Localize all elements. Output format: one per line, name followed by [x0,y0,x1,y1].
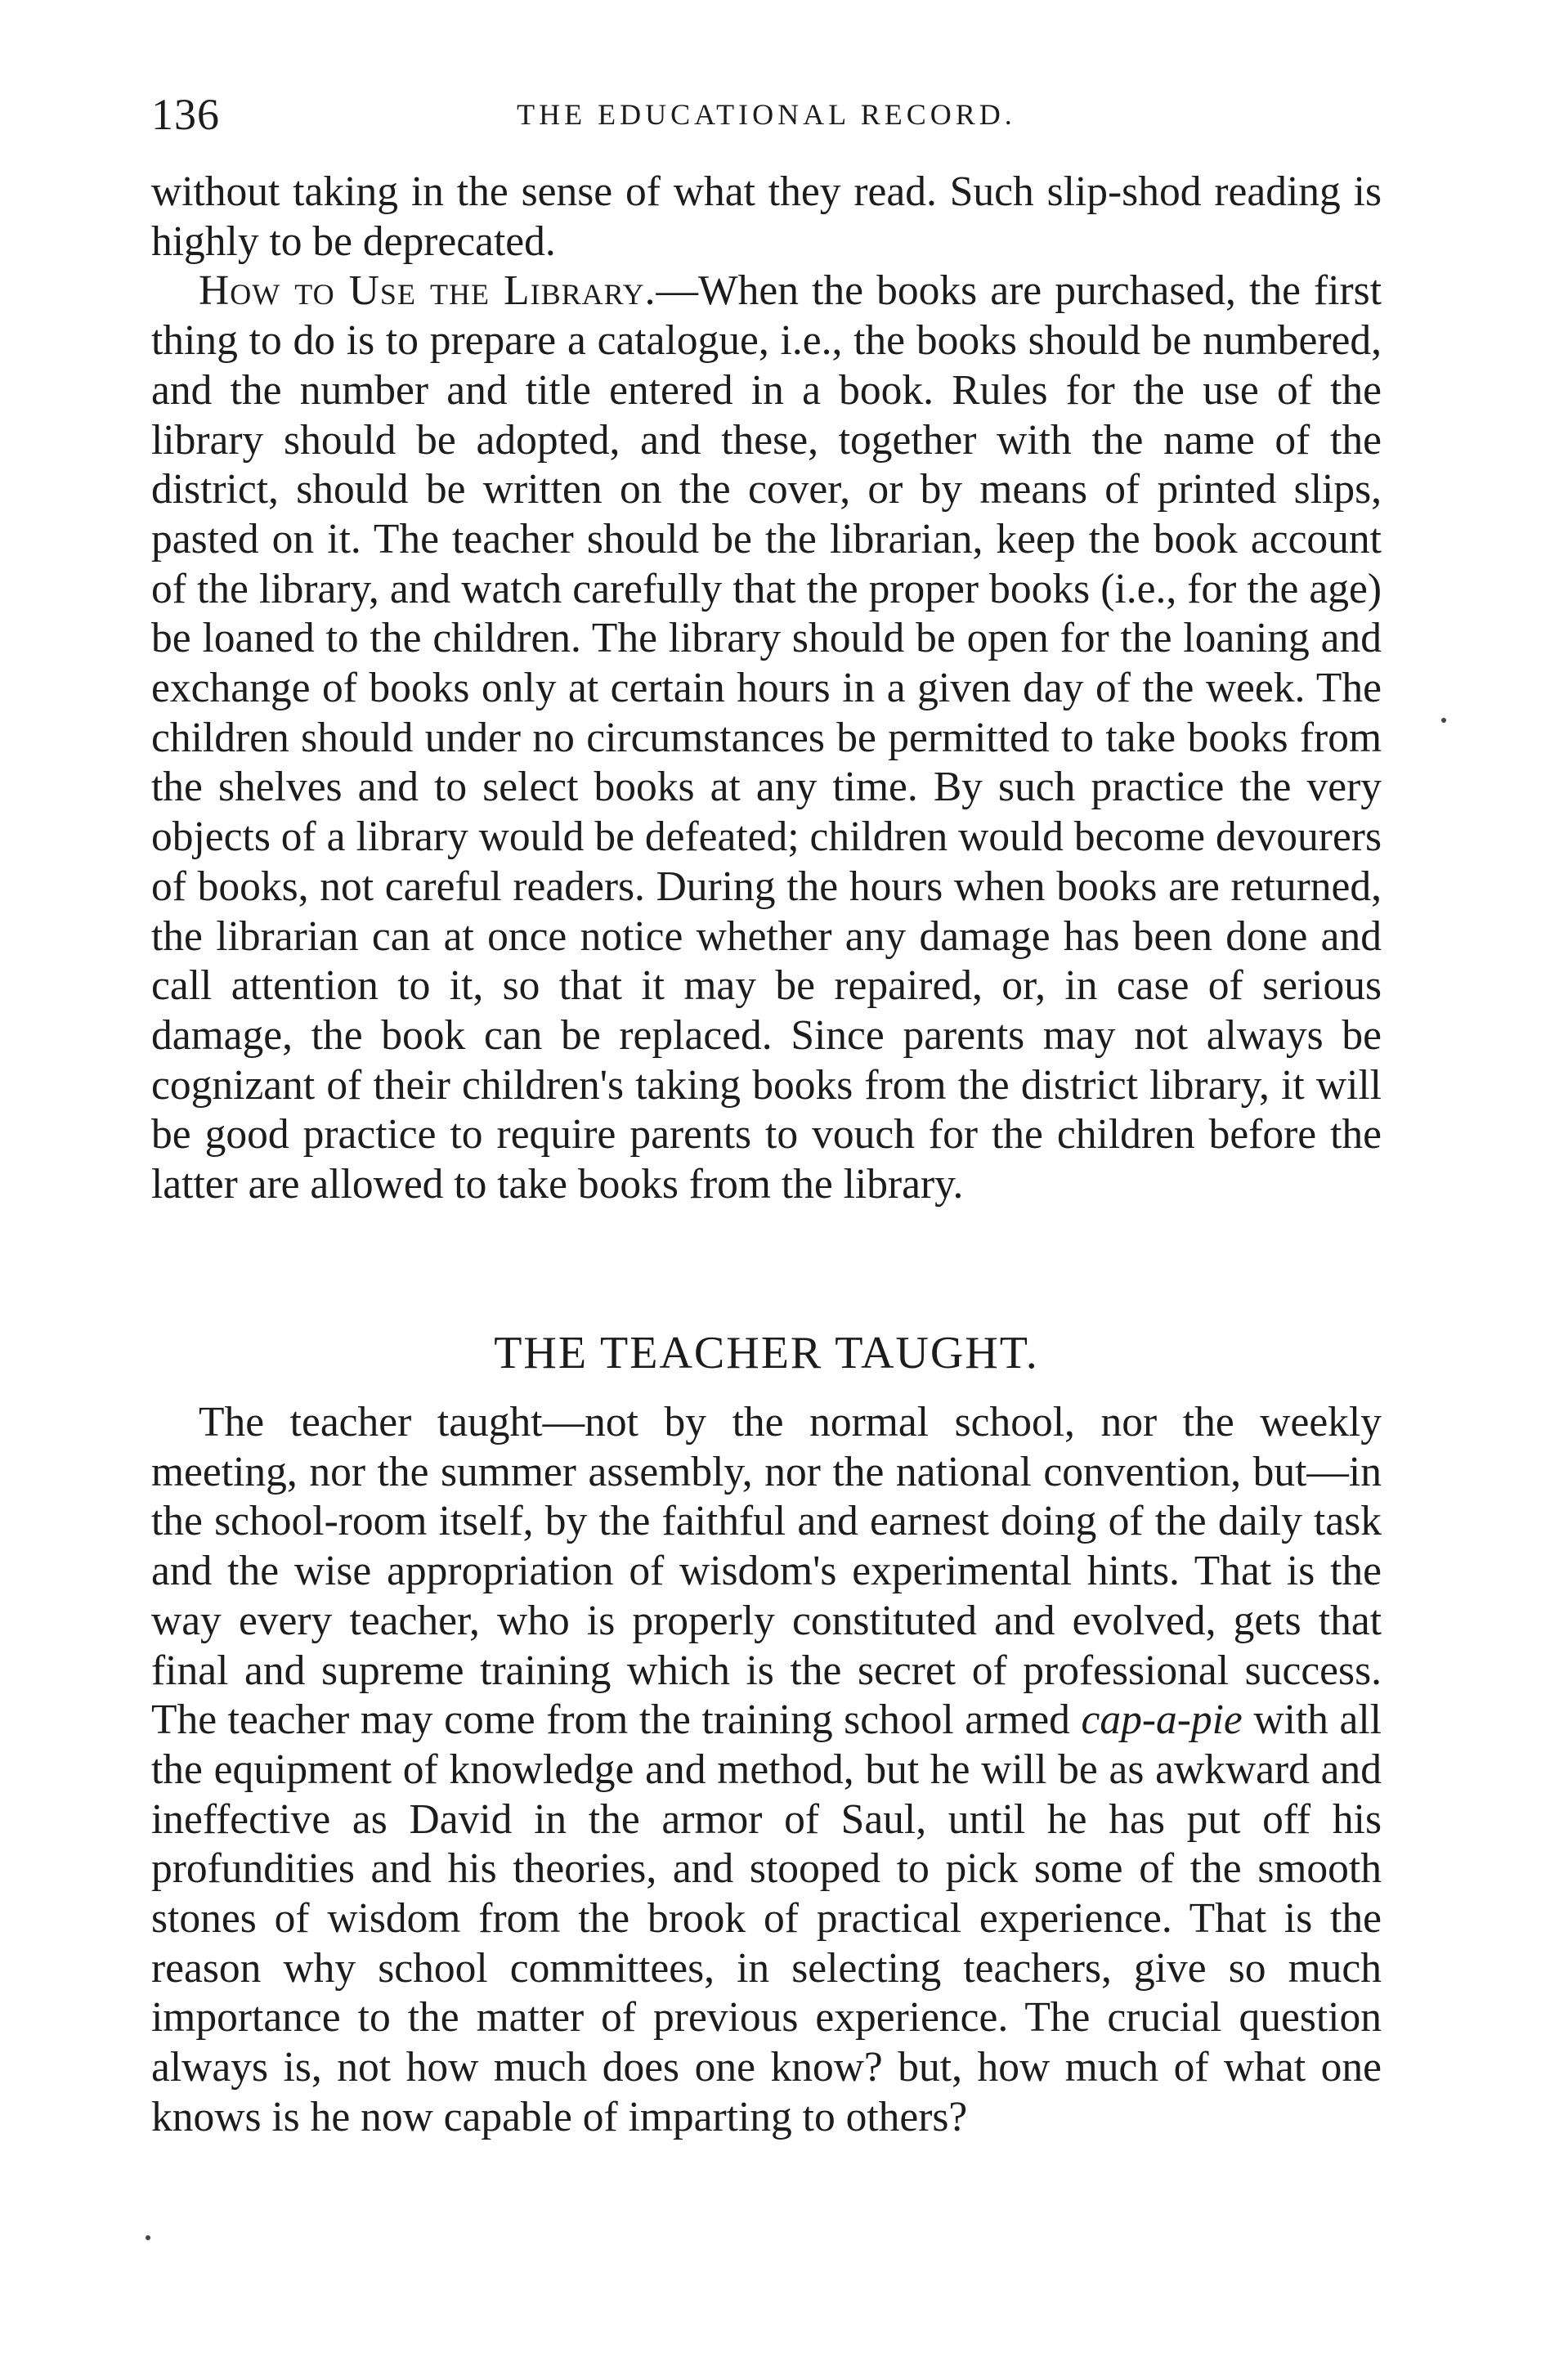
article-body-part-1: The teacher taught—not by the normal school, nor the weekly meeting, nor the summer assembly, nor the national convention, but—in the school-room itself, by the faithful and earnest doing of the daily task and the wise appropriation of wisdom's experimental hints. That is the way every teacher, who is properly constituted and evolved, gets that final and supreme training which is the secret of professional success. The teacher may come from the training school armed [151,1399,1382,1744]
article-title: THE TEACHER TAUGHT. [494,1328,1039,1378]
article-body-part-2: with all the equipment of knowledge and method, but he will be as awkward and ineffective as David in the armor of Saul, until he has put off his profundities and his theories, and stooped to pick some of the smooth stones of wisdom from the brook of practical experience. That is the reason why school committees, in selecting teachers, give so much importance to the matter of previous experience. The crucial question always is, not how much does one know? but, how much of what one knows is he now capable of imparting to others? [151,1696,1382,2140]
page-header [151,82,1382,147]
article-text-block [151,1398,1382,2143]
library-section-body: —When the books are purchased, the first thing to do is to prepare a catalogue, i.e., the books should be numbered, and the number and title entered in a book. Rules for the use of the library should be adopted, and these, together with the name of the district, should be written on the cover, or by means of printed slips, pasted on it. The teacher should be the librarian, keep the book account of the library, and watch carefully that the proper books (i.e., for the age) be loaned to the children. The library should be open for the loaning and exchange of books only at certain hours in a given day of the week. The children should under no circumstances be permitted to take books from the shelves and to select books at any time. By such practice the very objects of a library would be defeated; children would become devourers of books, not careful readers. During the hours when books are returned, the librarian can at once notice whether any damage has been done and call attention to it, so that it may be repaired, or, in case of serious damage, the book can be replaced. Since parents may not always be cognizant of their children's taking books from the district library, it will be good practice to require parents to vouch for the children before the latter are allowed to take books from the library. [151,267,1382,1208]
library-paragraph [151,267,1382,1209]
library-section-heading: How to Use the Library. [199,267,656,315]
page-number: 136 [151,90,220,139]
running-head: THE EDUCATIONAL RECORD. [517,98,1016,131]
margin-speck [1441,718,1446,723]
article-italic-phrase: cap-a-pie [1081,1696,1243,1744]
article-paragraph [151,1398,1382,2143]
margin-speck [146,2235,150,2240]
continuation-paragraph: without taking in the sense of what they read. Such slip-shod reading is highly to be deprecated. [151,168,1382,265]
library-text-block [151,168,1382,1210]
